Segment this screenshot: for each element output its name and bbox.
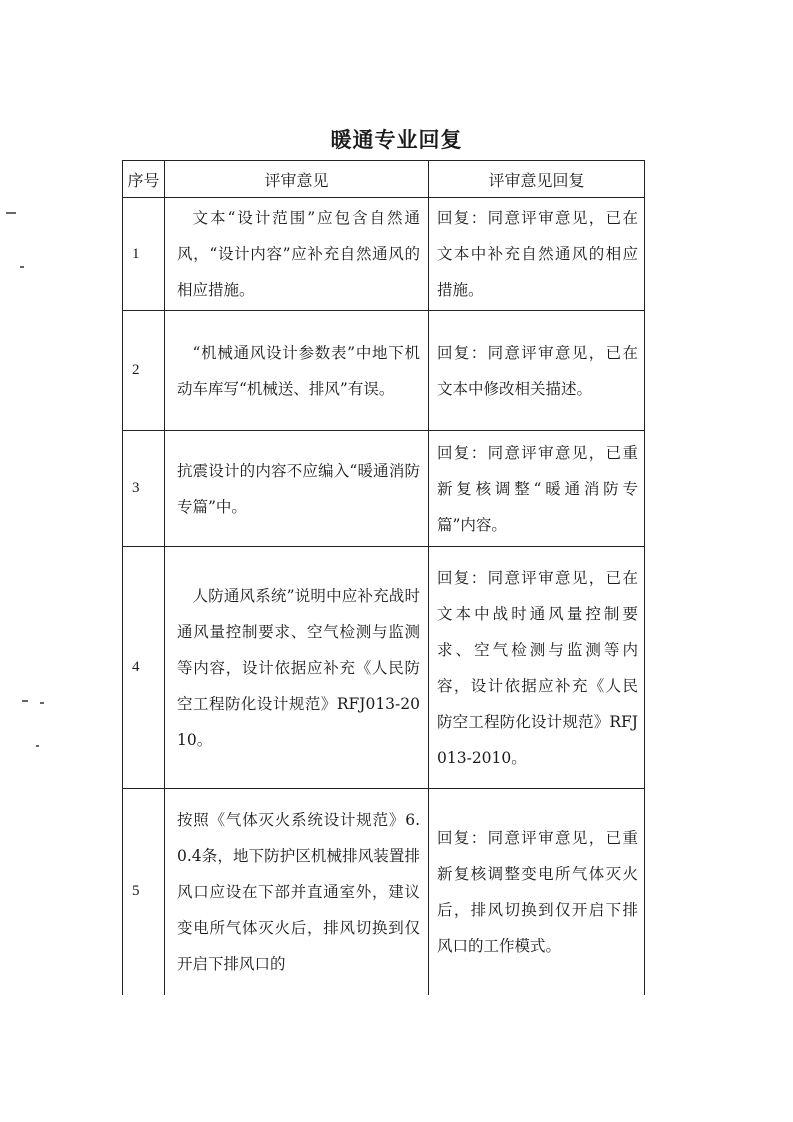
review-reply: 回复：同意评审意见，已重新复核调整变电所气体灭火后，排风切换到仅开启下排风口的工作模式。	[429, 789, 645, 995]
table-row	[123, 311, 645, 431]
table-header-row	[123, 161, 645, 198]
row-number: 1	[123, 198, 165, 311]
review-opinion: 人防通风系统”说明中应补充战时通风量控制要求、空气检测与监测等内容，设计依据应补充《人民防空工程防化设计规范》RFJ013-2010。	[165, 547, 429, 789]
review-opinion: 抗震设计的内容不应编入“暖通消防专篇”中。	[165, 431, 429, 547]
row-number: 3	[123, 431, 165, 547]
review-reply: 回复：同意评审意见，已在文本中战时通风量控制要求、空气检测与监测等内容，设计依据应补充《人民防空工程防化设计规范》RFJ013-2010。	[429, 547, 645, 789]
review-opinion: 按照《气体灭火系统设计规范》6.0.4条，地下防护区机械排风装置排风口应设在下部并直通室外，建议变电所气体灭火后，排风切换到仅开启下排风口的	[165, 789, 429, 995]
page-title: 暖通专业回复	[330, 127, 463, 152]
review-opinion: 文本“设计范围”应包含自然通风，“设计内容”应补充自然通风的相应措施。	[165, 198, 429, 311]
header-no: 序号	[123, 161, 165, 198]
table-row	[123, 431, 645, 547]
table-row	[123, 198, 645, 311]
row-number: 2	[123, 311, 165, 431]
row-number: 4	[123, 547, 165, 789]
review-reply: 回复：同意评审意见，已在文本中补充自然通风的相应措施。	[429, 198, 645, 311]
header-opinion: 评审意见	[165, 161, 429, 198]
row-number: 5	[123, 789, 165, 995]
table-row	[123, 789, 645, 995]
review-opinion: “机械通风设计参数表”中地下机动车库写“机械送、排风”有误。	[165, 311, 429, 431]
review-reply: 回复：同意评审意见，已重新复核调整“暖通消防专篇”内容。	[429, 431, 645, 547]
header-reply: 评审意见回复	[429, 161, 645, 198]
review-reply: 回复：同意评审意见，已在文本中修改相关描述。	[429, 311, 645, 431]
review-reply-table	[122, 160, 645, 995]
table-row	[123, 547, 645, 789]
